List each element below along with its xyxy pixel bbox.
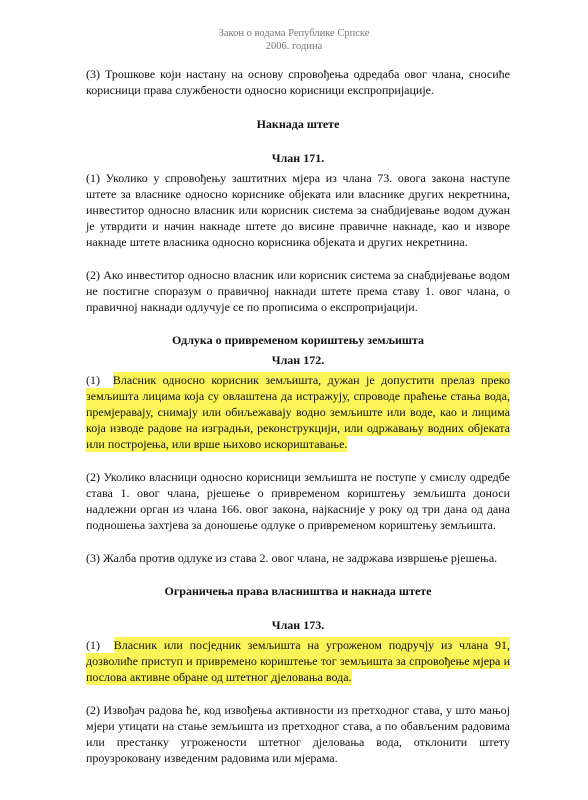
article-173-paragraph-2: (2) Извођач радова ће, код извођења активности из претходног става, у што мањој мјери утицати на стање земљишта из претходног става, а по обављеним радовима или престанку угрожености штетног дјеловања вода, отклонити штету проузроковану изведеним радовима или мјерама. [86, 703, 510, 765]
article-171-paragraph-2: (2) Ако инвеститор односно власник или корисник система за снабдијевање водом не постигне споразум о правичној накнади штете према ставу 1. овог члана, о правичној накнади одлучује се по прописима о експропријацији. [86, 268, 510, 314]
article-172-paragraph-3: (3) Жалба против одлуке из става 2. овог члана, не задржава извршење рјешења. [86, 551, 498, 565]
article-173-paragraph-1 [86, 637, 510, 685]
header-law-title: Закон о водама Републике Српске [218, 28, 370, 39]
section-heading-damages: Накнада штете [256, 117, 340, 131]
article-173-title: Члан 173. [271, 618, 325, 632]
section-heading-ownership-limits: Ограничења права власништва и накнада штете [164, 584, 432, 598]
highlighted-text: Власник или посједник земљишта на угроженом подручју из члана 91, дозволиће приступ и привремено кориштење тог земљишта за спровођење мјера и послова активне обране од штетног дјеловања вода. [86, 638, 511, 684]
paragraph-costs: (3) Трошкове који настану на основу спровођења одредаба овог члана, сносиће корисници права службености односно корисници експропријације. [86, 67, 510, 97]
header-year: 2006. година [265, 41, 323, 52]
article-171-title: Члан 171. [271, 151, 325, 165]
paragraph-number: (1) [86, 373, 100, 387]
paragraph-number: (1) [86, 638, 100, 652]
document-body [86, 66, 510, 766]
article-172-title: Члан 172. [271, 353, 325, 367]
article-172-paragraph-2: (2) Уколико власници односно корисници земљишта не поступе у смислу одредбе става 1. овог члана, рјешење о привременом кориштењу земљишта доноси надлежни орган из члана 166. овог закона, најкасније у року од три дана од дана подношења захтјева за доношење одлуке о привременом кориштењу земљишта. [86, 470, 510, 532]
article-171-paragraph-1: (1) Уколико у спровођењу заштитних мјера из члана 73. овога закона наступе штете за власнике односно кориснике објеката или власнике других некретнина, инвеститор односно власник или корисник система за снабдијевање водом дужан је утврдити и начин накнаде штете до висине правичне накнаде, као и изворе накнаде штете власника односно корисника објеката и других некретнина. [86, 171, 510, 249]
section-heading-temporary-use: Одлука о привременом кориштењу земљишта [171, 333, 425, 347]
page-header [0, 27, 588, 53]
highlighted-text: Власник односно корисник земљишта, дужан је допустити прелаз преко земљишта лицима која су овлаштена да истражују, спроводе праћење стања вода, премјеравају, снимају или обиљежавају водно земљиште или воде, као и лицима која изводе радове на изградњи, реконструкцији, или одржавању водних објеката или постројења, или врше њихово искориштавање. [86, 373, 510, 451]
article-172-paragraph-1 [86, 372, 510, 452]
